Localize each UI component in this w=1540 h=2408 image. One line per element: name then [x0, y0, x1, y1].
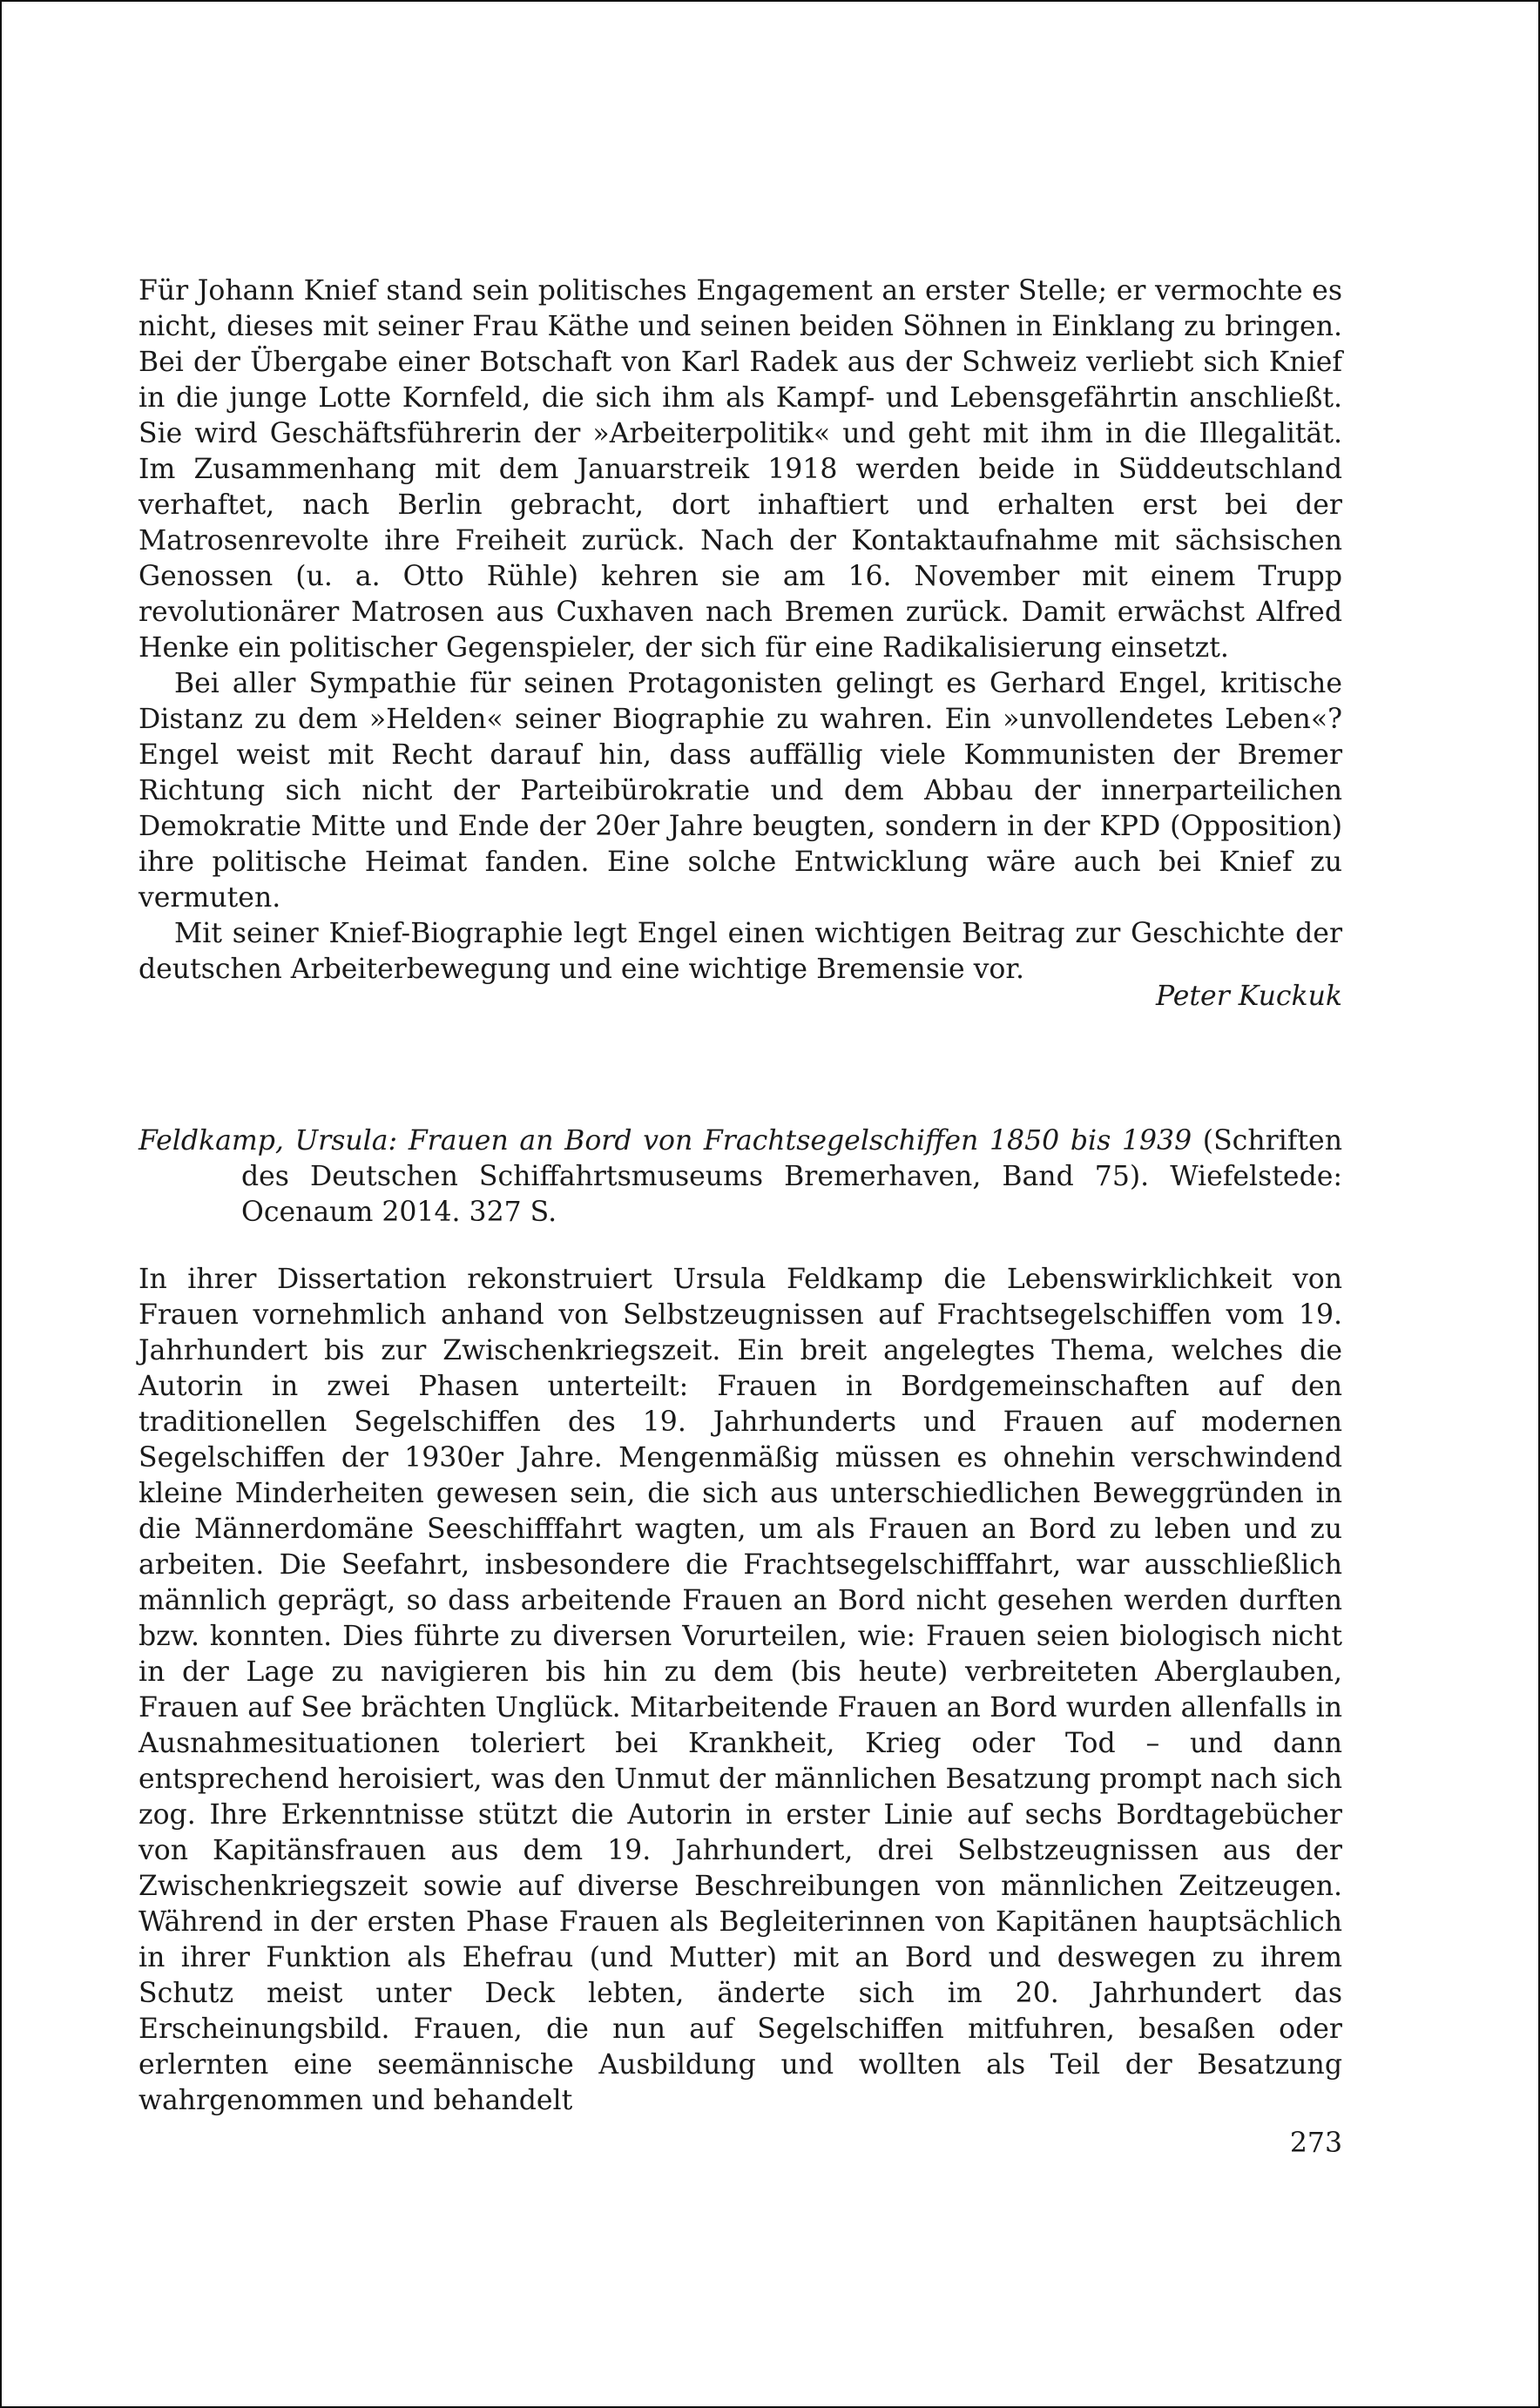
paragraph: Mit seiner Knief-Biographie legt Engel einen wichtigen Beitrag zur Geschichte der deutschen Arbeiterbewegung und eine wichtige Bremensie vor.	[138, 918, 1342, 985]
paragraph: Für Johann Knief stand sein politisches Engagement an erster Stelle; er vermochte es nicht, dieses mit seiner Frau Käthe und seinen beiden Söhnen in Einklang zu bringen. Bei der Übergabe einer Botschaft von Karl Radek aus der Schweiz verliebt sich Knief in die junge Lotte Kornfeld, die sich ihm als Kampf- und Lebensgefährtin anschließt. Sie wird Geschäftsführerin der »Arbeiterpolitik« und geht mit ihm in die Illegalität. Im Zusammenhang mit dem Januarstreik 1918 werden beide in Süddeutschland verhaftet, nach Berlin gebracht, dort inhaftiert und erhalten erst bei der Matrosenrevolte ihre Freiheit zurück. Nach der Kontaktaufnahme mit sächsischen Genossen (u. a. Otto Rühle) kehren sie am 16. November mit einem Trupp revolutionärer Matrosen aus Cuxhaven nach Bremen zurück. Damit erwächst Alfred Henke ein politischer Gegenspieler, der sich für eine Radikalisierung einsetzt.	[138, 275, 1342, 664]
book-citation	[138, 1123, 1342, 1231]
review-body-knief	[138, 273, 1342, 988]
paragraph: In ihrer Dissertation rekonstruiert Ursula Feldkamp die Lebenswirklichkeit von Frauen vornehmlich anhand von Selbstzeugnissen auf Frachtsegelschiffen vom 19. Jahrhundert bis zur Zwischenkriegszeit. Ein breit angelegtes Thema, welches die Autorin in zwei Phasen unterteilt: Frauen in Bordgemeinschaften auf den traditionellen Segelschiffen des 19. Jahrhunderts und Frauen auf modernen Segelschiffen der 1930er Jahre. Mengenmäßig müssen es ohnehin verschwindend kleine Minderheiten gewesen sein, die sich aus unterschiedlichen Beweggründen in die Männerdomäne Seeschifffahrt wagten, um als Frauen an Bord zu leben und zu arbeiten. Die Seefahrt, insbesondere die Frachtsegelschifffahrt, war ausschließlich männlich geprägt, so dass arbeitende Frauen an Bord nicht gesehen werden durften bzw. konnten. Dies führte zu diversen Vorurteilen, wie: Frauen seien biologisch nicht in der Lage zu navigieren bis hin zu dem (bis heute) verbreiteten Aberglauben, Frauen auf See brächten Unglück. Mitarbeitende Frauen an Bord wurden allenfalls in Ausnahmesituationen toleriert bei Krankheit, Krieg oder Tod – und dann entsprechend heroisiert, was den Unmut der männlichen Besatzung prompt nach sich zog. Ihre Erkenntnisse stützt die Autorin in erster Linie auf sechs Bordtagebücher von Kapitänsfrauen aus dem 19. Jahrhundert, drei Selbstzeugnissen aus der Zwischenkriegszeit sowie auf diverse Beschreibungen von männlichen Zeitzeugen. Während in der ersten Phase Frauen als Begleiterinnen von Kapitänen hauptsächlich in ihrer Funktion als Ehefrau (und Mutter) mit an Bord und deswegen zu ihrem Schutz meist unter Deck lebten, änderte sich im 20. Jahrhundert das Erscheinungsbild. Frauen, die nun auf Segelschiffen mitfuhren, besaßen oder erlernten eine seemännische Ausbildung und wollten als Teil der Besatzung wahrgenommen und behandelt	[138, 1264, 1342, 2116]
page-number: 273	[1289, 2128, 1342, 2159]
citation-details: (Schriften des Deutschen Schiffahrtsmuseums Bremerhaven, Band 75). Wiefelstede: Ocenaum 2014. 327 S.	[241, 1125, 1342, 1228]
citation-title: Feldkamp, Ursula: Frauen an Bord von Frachtsegelschiffen 1850 bis 1939	[138, 1125, 1192, 1157]
paragraph: Bei aller Sympathie für seinen Protagonisten gelingt es Gerhard Engel, kritische Distanz zu dem »Helden« seiner Biographie zu wahren. Ein »unvollendetes Leben«? Engel weist mit Recht darauf hin, dass auffällig viele Kommunisten der Bremer Richtung sich nicht der Parteibürokratie und dem Abbau der innerparteilichen Demokratie Mitte und Ende der 20er Jahre beugten, sondern in der KPD (Opposition) ihre politische Heimat fanden. Eine solche Entwicklung wäre auch bei Knief zu vermuten.	[138, 668, 1342, 914]
review-body-feldkamp	[138, 1262, 1342, 2119]
reviewer-signature: Peter Kuckuk	[1155, 981, 1342, 1012]
